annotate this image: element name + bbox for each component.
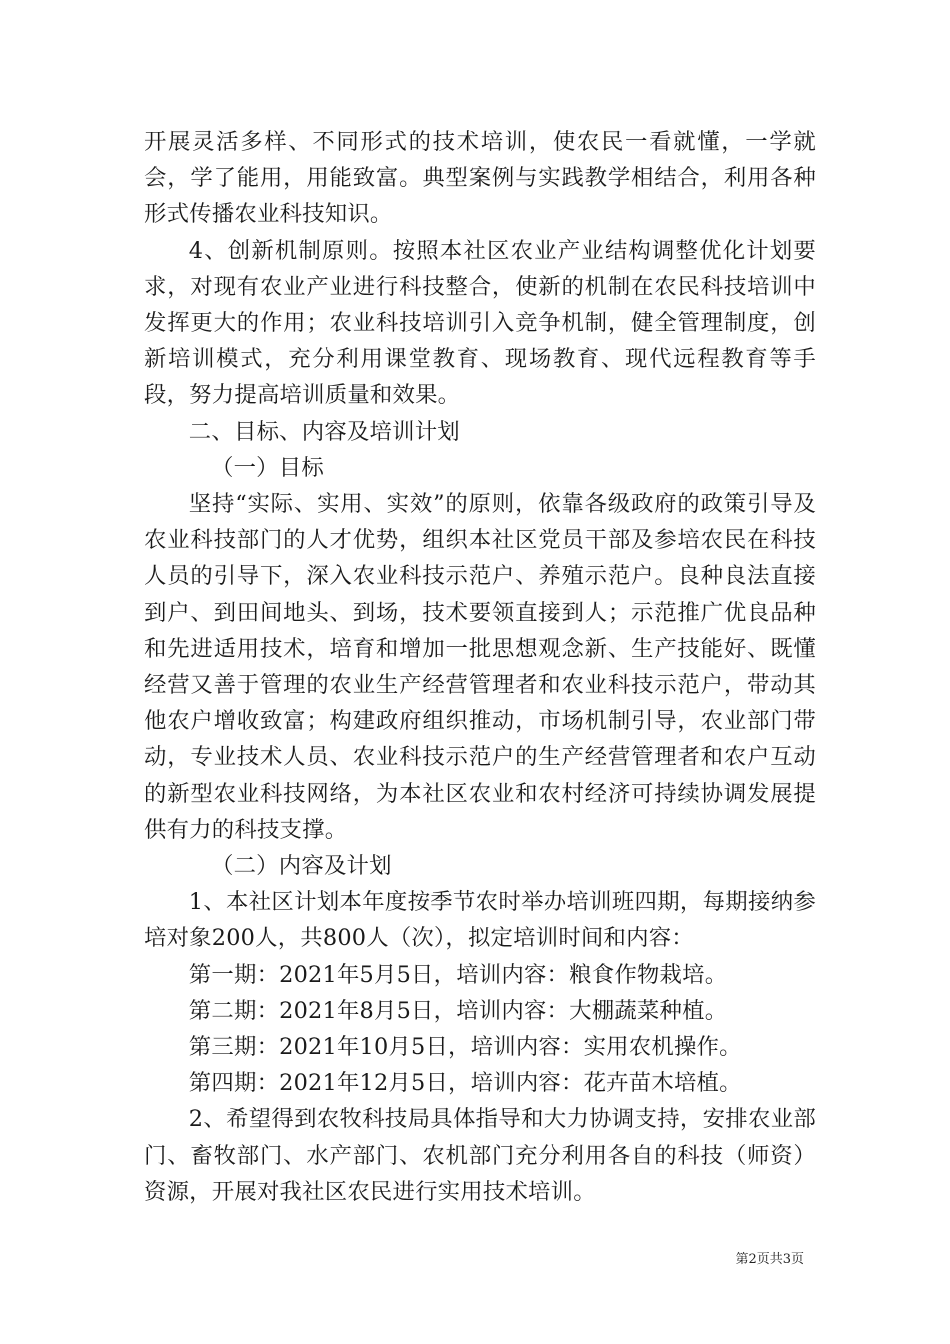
schedule-item-4: 第四期：2021年12月5日，培训内容：花卉苗木培植。 xyxy=(188,1070,742,1097)
paragraph-goals: 坚持“实际、实用、实效”的原则，依靠各级政府的政策引导及农业科技部门的人才优势，组织本社区党员干部及参培农民在科技人员的引导下，深入农业科技示范户、养殖示范户。良种良法直接到户、到田间地头、到场，技术要领直接到人；示范推广优良品种和先进适用技术，培育和增加一批思想观念新、生产技能好、既懂经营又善于管理的农业生产经营管理者和农业科技示范户，带动其他农户增收致富；构建政府组织推动，市场机制引导，农业部门带动，专业技术人员、农业科技示范户的生产经营管理者和农户互动的新型农业科技网络，为本社区农业和农村经济可持续协调发展提供有力的科技支撑。 xyxy=(144,491,816,843)
document-body xyxy=(144,124,816,1210)
paragraph-support-request: 2、希望得到农牧科技局具体指导和大力协调支持，安排农业部门、畜牧部门、水产部门、农机部门充分利用各自的科技（师资）资源，开展对我社区农民进行实用技术培训。 xyxy=(144,1106,816,1205)
schedule-item-2: 第二期：2021年8月5日，培训内容：大棚蔬菜种植。 xyxy=(188,997,728,1024)
subheading-content-plan: （二）内容及计划 xyxy=(211,853,392,880)
page-number: 第2页共3页 xyxy=(735,1252,804,1267)
paragraph-training-classes: 1、本社区计划本年度按季节农时举办培训班四期，每期接纳参培对象200人，共800人（次），拟定培训时间和内容： xyxy=(144,889,816,952)
paragraph-innovation-principle: 4、创新机制原则。按照本社区农业产业结构调整优化计划要求，对现有农业产业进行科技整合，使新的机制在农民科技培训中发挥更大的作用；农业科技培训引入竞争机制，健全管理制度，创新培训模式，充分利用课堂教育、现场教育、现代远程教育等手段，努力提高培训质量和效果。 xyxy=(144,237,816,409)
schedule-item-1: 第一期：2021年5月5日，培训内容：粮食作物栽培。 xyxy=(188,961,728,988)
section-heading-goals-content-plan: 二、目标、内容及培训计划 xyxy=(188,418,460,445)
paragraph-training-forms: 开展灵活多样、不同形式的技术培训，使农民一看就懂，一学就会，学了能用，用能致富。典型案例与实践教学相结合，利用各种形式传播农业科技知识。 xyxy=(144,129,816,228)
subheading-goals: （一）目标 xyxy=(211,454,324,481)
schedule-item-3: 第三期：2021年10月5日，培训内容：实用农机操作。 xyxy=(188,1034,742,1061)
